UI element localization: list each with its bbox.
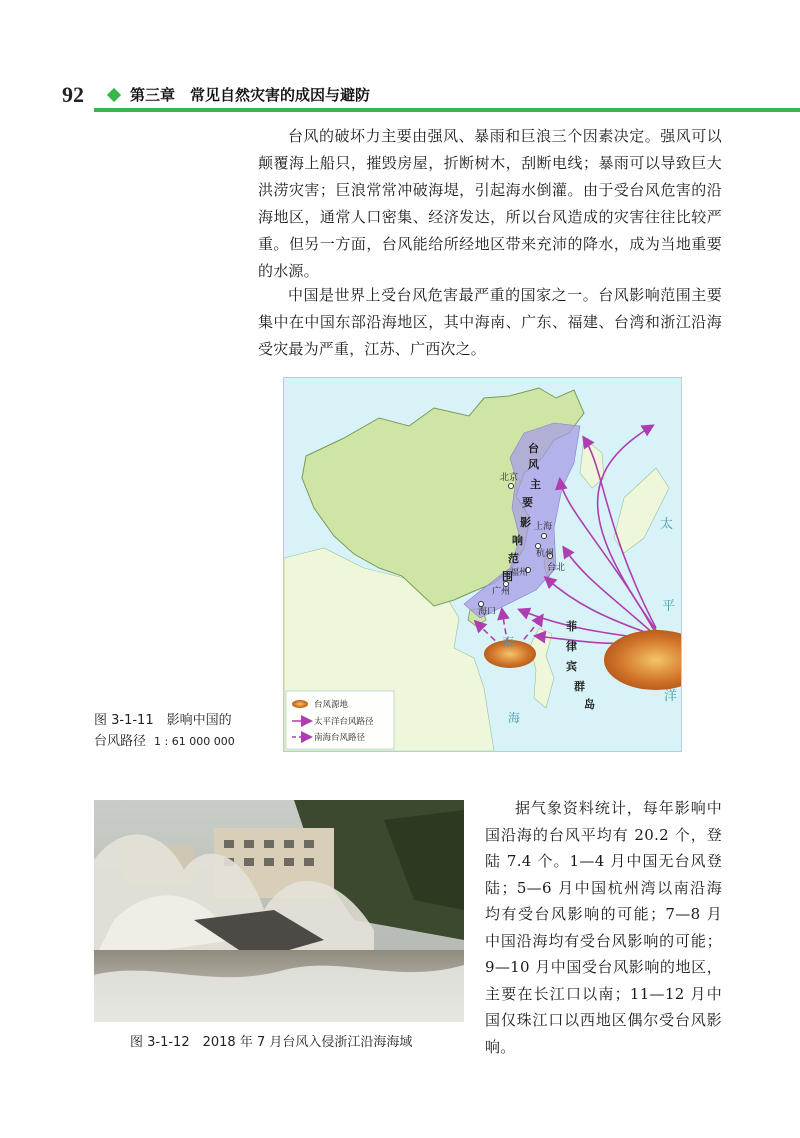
svg-text:南: 南 (502, 635, 515, 649)
caption-line2: 台风路径 (94, 734, 147, 749)
diamond-icon (107, 88, 121, 102)
paragraph-china-typhoon: 中国是世界上受台风危害最严重的国家之一。台风影响范围主要集中在中国东部沿海地区，其中海南、广东、福建、台湾和浙江沿海受灾最为严重，江苏、广西次之。 (258, 286, 722, 358)
svg-text:范: 范 (508, 552, 519, 565)
chapter-title: 第三章 常见自然灾害的成因与避防 (130, 86, 371, 104)
svg-text:岛: 岛 (584, 698, 595, 711)
svg-text:太: 太 (660, 517, 674, 532)
svg-text:影: 影 (520, 516, 531, 529)
svg-text:律: 律 (566, 640, 577, 653)
map-canvas (284, 378, 681, 751)
typhoon-photo (94, 800, 464, 1022)
legend-pacific-path: 太平洋台风路径 (314, 717, 374, 727)
svg-text:主: 主 (530, 478, 541, 491)
legend-source-icon (292, 700, 308, 708)
philippines-label (566, 619, 595, 711)
svg-text:海: 海 (508, 711, 521, 725)
map-scale: 1 : 61 000 000 (154, 735, 235, 748)
svg-text:台: 台 (528, 442, 539, 455)
page-header (0, 78, 800, 112)
figure-caption-photo: 图 3-1-12 2018 年 7 月台风入侵浙江沿海海域 (130, 1035, 413, 1050)
legend-nanhai-path: 南海台风路径 (314, 733, 366, 743)
svg-text:围: 围 (502, 570, 513, 583)
label-beijing: 北京 (500, 473, 519, 483)
paragraph-typhoon-damage: 台风的破坏力主要由强风、暴雨和巨浪三个因素决定。强风可以颠覆海上船只，摧毁房屋，折断树木，刮断电线；暴雨可以导致巨大洪涝灾害；巨浪常常冲破海堤，引起海水倒灌。由于受台风危害的沿海地区，通常人口密集、经济发达，所以台风造成的灾害往往比较严重。但另一方面，台风能给所经地区带来充沛的降水，成为当地重要的水源。 (258, 127, 722, 280)
label-shanghai: 上海 (534, 522, 553, 532)
typhoon-path-map (283, 377, 682, 752)
svg-text:宾: 宾 (566, 660, 577, 673)
label-hangzhou: 杭州 (536, 549, 555, 559)
header-rule (94, 108, 800, 112)
svg-text:洋: 洋 (664, 689, 678, 704)
typhoon-source-pacific (604, 630, 681, 690)
label-guangzhou: 广州 (492, 587, 511, 597)
svg-text:要: 要 (522, 496, 533, 509)
svg-text:菲: 菲 (566, 620, 577, 633)
label-taibei: 台北 (547, 563, 566, 573)
svg-text:响: 响 (512, 534, 523, 547)
legend-source: 台风源地 (314, 700, 349, 710)
paragraph-typhoon-statistics: 据气象资料统计，每年影响中国沿海的台风平均有 20.2 个，登陆 7.4 个。1—4 月中国无台风登陆；5—6 月中国杭州湾以南沿海均有受台风影响的可能；7—8 月中国沿海均有受台风影响的可能；9—10 月中国受台风影响的地区，主要在长江口以南；11—12 月中国仅珠江口以西地区偶尔受台风影响。 (485, 799, 722, 1056)
svg-text:群: 群 (574, 680, 585, 693)
figure-caption-map (94, 710, 235, 752)
label-haikou: 海口 (478, 607, 497, 617)
caption-line1: 图 3-1-11 影响中国的 (94, 713, 232, 728)
philippines-land (530, 628, 554, 708)
label-fuzhou: 福州 (510, 568, 529, 578)
map-legend (286, 691, 394, 749)
page-number: 92 (62, 82, 84, 107)
svg-text:风: 风 (528, 458, 539, 471)
svg-text:平: 平 (662, 599, 676, 614)
